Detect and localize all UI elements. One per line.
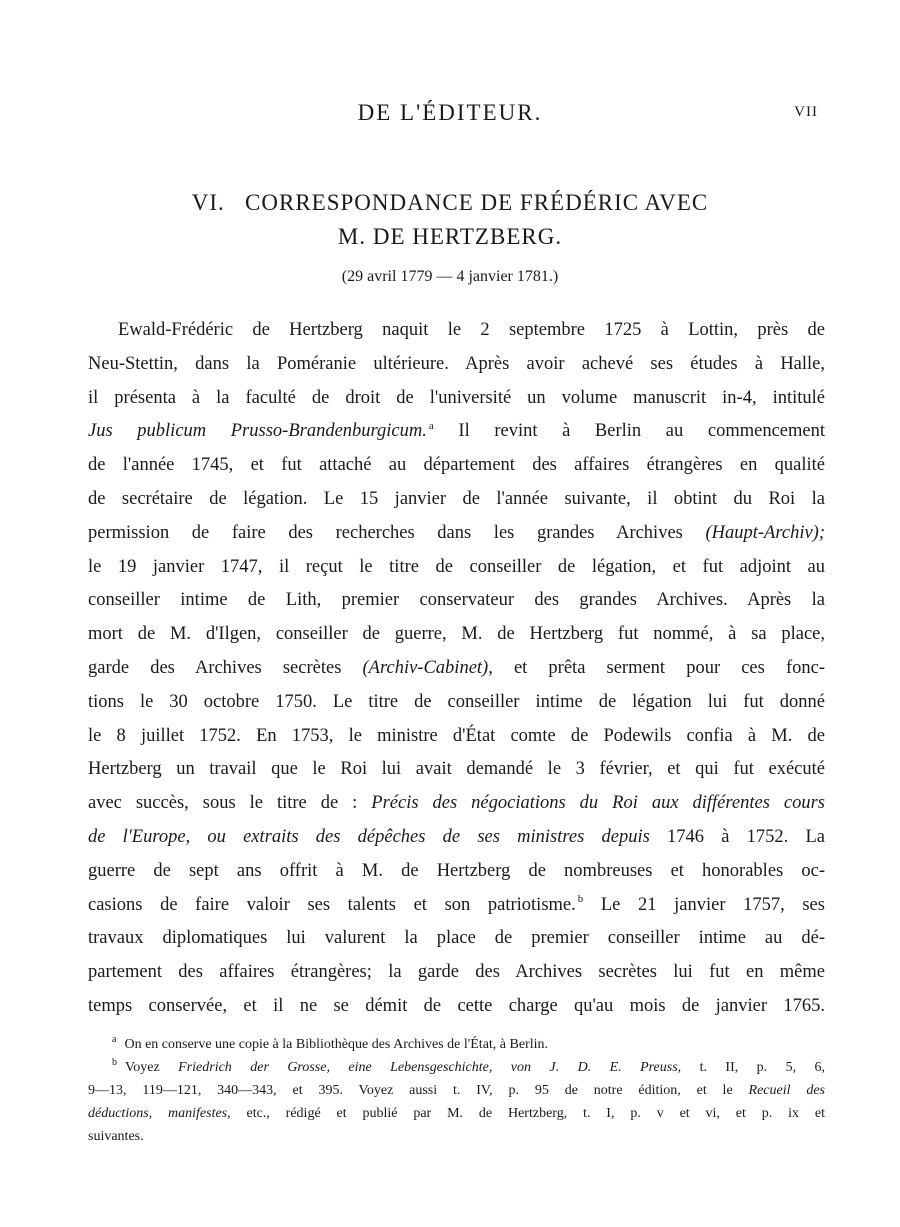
text-segment: 1746 à 1752. La — [649, 826, 825, 847]
text-line: Ewald-Frédéric de Hertzberg naquit le 2 septembre 1725 à Lottin, près de — [118, 320, 825, 340]
footnote-text: 9—13, 119—121, 340—343, et 395. Voyez aussi t. IV, p. 95 de notre édition, et le — [88, 1083, 749, 1098]
footnote-mark-b: b — [112, 1057, 117, 1069]
text-line — [88, 787, 825, 821]
italic-title: Jus publicum Prusso-Brandenburgicum. — [88, 421, 427, 442]
italic-title: Friedrich der Grosse, eine Lebensgeschichte, von J. D. E. Preuss, — [178, 1060, 682, 1075]
text-line: le 19 janvier 1747, il reçut le titre de conseiller de légation, et fut adjoint au — [88, 556, 825, 577]
text-line — [88, 415, 825, 449]
text-line: mort de M. d'Ilgen, conseiller de guerre, M. de Hertzberg fut nommé, à sa place, — [88, 624, 825, 645]
text-line: Neu-Stettin, dans la Poméranie ultérieure. Après avoir achevé ses études à Halle, — [88, 353, 825, 374]
italic-title: Recueil des — [748, 1083, 825, 1098]
running-head — [0, 98, 900, 132]
text-segment: permission de faire des recherches dans les grandes Archives — [88, 522, 706, 543]
footnotes — [88, 1033, 825, 1148]
text-segment: Le 21 janvier 1757, ses — [583, 894, 825, 915]
footnote-text: etc., rédigé et publié par M. de Hertzberg, t. I, p. v et vi, et p. ix et — [230, 1106, 825, 1121]
footnote-ref-a: a — [428, 420, 434, 433]
text-segment: garde des Archives secrètes — [88, 657, 363, 678]
footnote-text: t. II, p. 5, 6, — [681, 1060, 825, 1075]
footnote-mark-a: a — [112, 1034, 117, 1046]
text-line: il présenta à la faculté de droit de l'université un volume manuscrit in-4, intitulé — [88, 387, 825, 408]
text-line: travaux diplomatiques lui valurent la place de premier conseiller intime au dé- — [88, 928, 825, 949]
text-segment: Il revint à Berlin au commencement — [433, 421, 826, 442]
text-line — [88, 652, 825, 686]
text-line — [88, 889, 825, 923]
footnote-text: On en conserve une copie à la Bibliothèque des Archives de l'État, à Berlin. — [124, 1037, 549, 1052]
text-line: guerre de sept ans offrit à M. de Hertzberg de nombreuses et honorables oc- — [88, 860, 825, 881]
text-line: tions le 30 octobre 1750. Le titre de conseiller intime de légation lui fut donné — [88, 691, 825, 712]
text-line: le 8 juillet 1752. En 1753, le ministre d'État comte de Podewils confia à M. de — [88, 725, 825, 746]
section-title — [0, 186, 900, 254]
text-segment: casions de faire valoir ses talents et son patriotisme. — [88, 894, 576, 915]
section-title-line-2: M. DE HERTZBERG. — [337, 224, 563, 249]
running-title: DE L'ÉDITEUR. — [357, 100, 543, 125]
footnote-b — [88, 1056, 825, 1079]
text-line: de l'année 1745, et fut attaché au département des affaires étrangères en qualité — [88, 455, 825, 476]
text-line: de secrétaire de légation. Le 15 janvier de l'année suivante, il obtint du Roi la — [88, 488, 825, 509]
section-dates: (29 avril 1779 — 4 janvier 1781.) — [341, 268, 559, 285]
italic-title: déductions, manifestes, — [88, 1106, 231, 1121]
italic-term: (Archiv-Cabinet), — [362, 657, 493, 678]
text-segment: et prêta serment pour ces fonc- — [492, 657, 825, 678]
text-line: Hertzberg un travail que le Roi lui avait demandé le 3 février, et qui fut exécuté — [88, 759, 825, 780]
page-number: VII — [794, 104, 818, 120]
footnote-a — [88, 1033, 825, 1056]
text-line — [88, 821, 825, 855]
section-title-line-1: VI. CORRESPONDANCE DE FRÉDÉRIC AVEC — [191, 190, 709, 215]
italic-term: (Haupt-Archiv); — [705, 522, 825, 543]
text-segment: avec succès, sous le titre de : — [88, 793, 372, 814]
text-line: temps conservée, et il ne se démit de cette charge qu'au mois de janvier 1765. — [88, 995, 825, 1016]
italic-title: Précis des négociations du Roi aux différentes cours — [371, 793, 825, 814]
footnote-line: suivantes. — [88, 1129, 144, 1144]
text-line — [88, 517, 825, 551]
footnote-line — [88, 1079, 825, 1102]
text-line: conseiller intime de Lith, premier conservateur des grandes Archives. Après la — [88, 590, 825, 611]
text-line: partement des affaires étrangères; la garde des Archives secrètes lui fut en même — [88, 962, 825, 983]
italic-title: de l'Europe, ou extraits des dépêches de ses ministres depuis — [88, 826, 650, 847]
footnote-text: Voyez — [125, 1060, 179, 1075]
body-paragraph — [88, 314, 825, 1024]
footnote-ref-b: b — [577, 893, 584, 906]
footnote-line — [88, 1102, 825, 1125]
